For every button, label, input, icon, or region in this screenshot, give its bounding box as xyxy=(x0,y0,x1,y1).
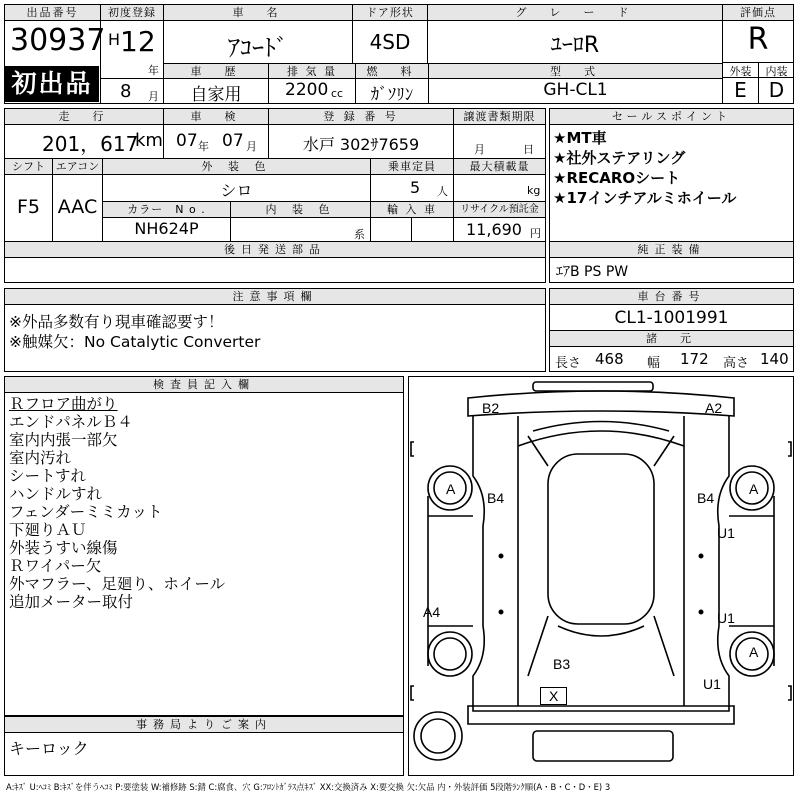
length-value: 468 xyxy=(595,350,624,368)
interior-color-unit: 系 xyxy=(354,228,365,241)
fuel: ｶﾞｿﾘﾝ xyxy=(370,85,414,105)
first-listing-badge: 初出品 xyxy=(5,66,99,102)
registration-era: H xyxy=(108,30,121,49)
interior-grade: D xyxy=(768,78,785,102)
height-label: 高さ xyxy=(723,356,750,371)
inspector-title: 検査員記入欄 xyxy=(5,377,403,393)
legend: A:ｷｽﾞ U:ﾍｺﾐ B:ｷｽﾞを伴うﾍｺﾐ P:要塗装 W:補修跡 S:錆 C:腐食、穴 G:ﾌﾛﾝﾄｶﾞﾗｽ点ｷｽﾞ XX:交換済み X:要交換 欠:欠品 内・外装評価 5段階ﾗﾝｸ順(A・B・C・D・E) 3 xyxy=(6,782,611,792)
recycle-label: リサイクル預託金 xyxy=(454,202,545,218)
car-outline-diagram xyxy=(408,376,794,776)
damage-label-b2: B2 xyxy=(482,400,500,416)
registration-month: 8 xyxy=(120,81,132,102)
inspector-line: エンドパネルＢ４ xyxy=(9,413,133,431)
length-label: 長さ xyxy=(555,356,582,371)
exterior-grade-label: 外装 xyxy=(729,65,752,78)
import-label: 輸 入 車 xyxy=(371,202,453,218)
displacement-unit: cc xyxy=(331,87,344,100)
car-name: ｱｺｰﾄﾞ xyxy=(228,34,288,62)
license-plate: 水戸 302ｻ7659 xyxy=(302,135,420,154)
interior-color-label: 内 装 色 xyxy=(231,202,370,218)
mileage: 201，617 xyxy=(42,132,139,156)
damage-label-b4-right: B4 xyxy=(697,490,715,506)
sales-point-item: ★社外ステアリング xyxy=(553,149,686,167)
inspector-line: フェンダーミミカット xyxy=(9,503,163,521)
month-unit: 月 xyxy=(148,90,159,103)
inspector-line: シートすれ xyxy=(9,467,87,485)
first-registration-label: 初度登録 xyxy=(101,5,163,21)
lot-number: 30937 xyxy=(10,23,106,58)
shift-label: シフト xyxy=(5,159,52,175)
transfer-day-unit: 日 xyxy=(523,143,534,156)
genuine-equipment-title: 純正装備 xyxy=(550,242,793,258)
damage-label-a-front-left: A xyxy=(446,481,456,497)
chassis-number: CL1-1001991 xyxy=(614,308,729,328)
chassis-title: 車台番号 xyxy=(550,289,793,305)
max-load-unit: kg xyxy=(527,184,541,197)
damage-label-u1-right-rear: U1 xyxy=(717,610,735,626)
dimensions-title: 諸 元 xyxy=(550,330,793,347)
recycle-fee-unit: 円 xyxy=(530,227,541,240)
inspector-line: 下廻りＡＵ xyxy=(9,521,87,539)
mileage-unit: km xyxy=(135,130,163,151)
sales-points-list xyxy=(553,128,736,208)
office-note: キーロック xyxy=(9,739,89,758)
lot-number-label: 出品番号 xyxy=(5,5,100,21)
inspection-year-unit: 年 xyxy=(198,140,209,153)
mileage-label: 走 行 xyxy=(5,109,163,125)
height-value: 140 xyxy=(760,350,789,368)
note-line: ※外品多数有り現車確認要す！ xyxy=(9,313,224,331)
plate-label: 登 録 番 号 xyxy=(269,109,453,125)
overall-score: R xyxy=(747,22,769,57)
inspector-line: 外装うすい線傷 xyxy=(9,539,118,557)
damage-label-x: X xyxy=(540,687,567,705)
inspector-line: 室内汚れ xyxy=(9,449,72,467)
exterior-color: シロ xyxy=(220,181,253,200)
width-label: 幅 xyxy=(647,356,661,371)
door-type: 4SD xyxy=(369,30,411,54)
later-parts-title: 後日発送部品 xyxy=(5,242,545,258)
grade-label: グ レ ー ド xyxy=(428,5,722,21)
damage-label-a2: A2 xyxy=(705,400,723,416)
capacity-label: 乗車定員 xyxy=(371,159,453,175)
model-code-label: 型 式 xyxy=(429,64,722,79)
damage-label-u1-right-door: U1 xyxy=(717,525,735,541)
capacity-unit: 人 xyxy=(437,185,448,198)
damage-label-b4-left: B4 xyxy=(487,490,505,506)
recycle-fee: 11,690 xyxy=(466,220,522,239)
grade: ﾕｰﾛR xyxy=(550,33,600,58)
shift: F5 xyxy=(16,196,41,218)
exterior-grade: E xyxy=(734,78,747,102)
inspection-label: 車 検 xyxy=(164,109,268,125)
model-code: GH-CL1 xyxy=(543,80,608,100)
damage-label-b3: B3 xyxy=(553,656,571,672)
damage-label-u1-rear: U1 xyxy=(703,676,721,692)
inspection-year: 07 xyxy=(176,131,198,151)
transfer-month-unit: 月 xyxy=(474,143,485,156)
inspector-line: ハンドルすれ xyxy=(9,485,103,503)
max-load-label: 最大積載量 xyxy=(454,159,545,175)
inspection-month-unit: 月 xyxy=(246,140,257,153)
inspector-line: Ｒフロア曲がり xyxy=(9,395,118,413)
interior-grade-label: 内装 xyxy=(765,65,788,78)
registration-year: 12 xyxy=(120,25,156,58)
ac-label: エアコン xyxy=(53,159,102,175)
notes-title: 注意事項欄 xyxy=(5,289,545,305)
capacity: 5 xyxy=(410,178,421,197)
color-no-label: カラー N o . xyxy=(103,202,230,218)
year-unit: 年 xyxy=(148,64,159,77)
damage-label-a-rear-right: A xyxy=(749,644,759,660)
score-label: 評価点 xyxy=(723,5,793,21)
fuel-label: 燃 料 xyxy=(356,64,428,79)
width-value: 172 xyxy=(680,350,709,368)
inspection-month: 07 xyxy=(222,131,244,151)
office-title: 事務局よりご案内 xyxy=(5,717,403,733)
transfer-deadline-label: 譲渡書類期限 xyxy=(454,109,545,125)
sales-point-item: ★RECAROシート xyxy=(553,169,681,187)
air-conditioner: AAC xyxy=(57,196,98,218)
sales-point-item: ★17インチアルミホイール xyxy=(553,189,737,207)
car-history: 自家用 xyxy=(190,85,242,105)
displacement-label: 排 気 量 xyxy=(269,64,355,79)
inspector-line: 外マフラー、足廻り、ホイール xyxy=(9,575,226,593)
damage-label-a-front-right: A xyxy=(749,481,759,497)
history-label: 車 歴 xyxy=(164,64,268,79)
sales-points-title: セールスポイント xyxy=(550,109,793,125)
inspector-line: 追加メーター取付 xyxy=(9,593,134,611)
genuine-equipment: ｴｱB PS PW xyxy=(556,264,629,280)
exterior-color-label: 外 装 色 xyxy=(103,159,370,175)
color-number: NH624P xyxy=(134,219,199,238)
damage-label-a4: A4 xyxy=(423,604,441,620)
displacement: 2200 xyxy=(285,80,329,100)
inspector-line: Ｒワイパー欠 xyxy=(9,557,102,575)
door-type-label: ドア形状 xyxy=(353,5,427,21)
inspector-notes xyxy=(9,395,225,611)
inspector-line: 室内内張一部欠 xyxy=(9,431,118,449)
car-name-label: 車 名 xyxy=(164,5,352,21)
note-line: ※触媒欠：No Catalytic Converter xyxy=(9,333,261,351)
sales-point-item: ★MT車 xyxy=(553,129,607,147)
